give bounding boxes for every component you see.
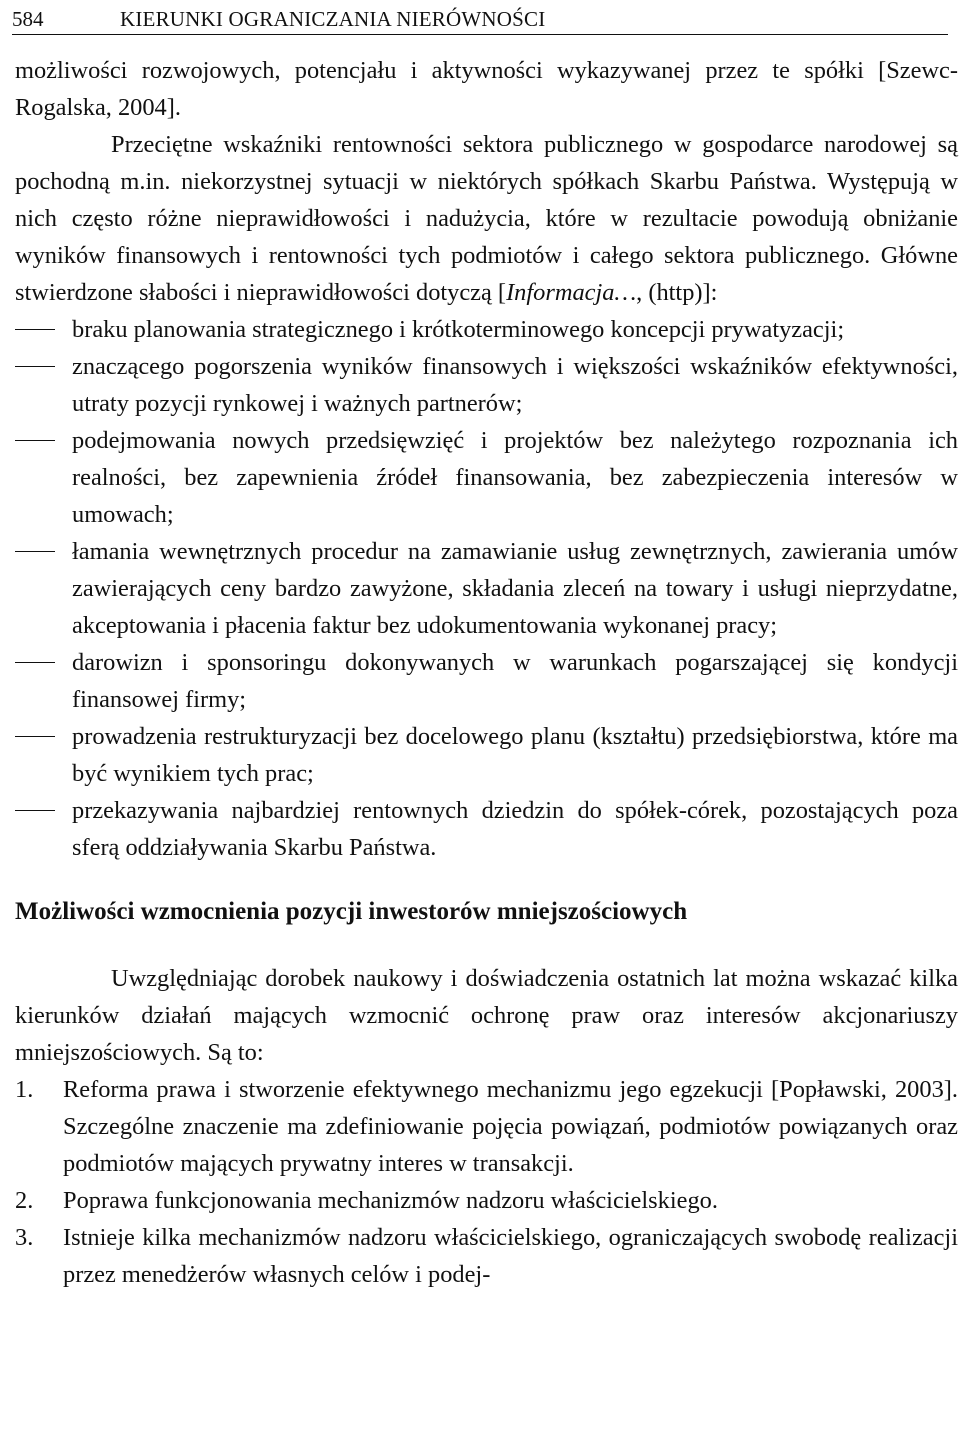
numbered-list	[15, 1071, 958, 1293]
list-item	[15, 533, 958, 644]
numbered-item-text: Istnieje kilka mechanizmów nadzoru właścicielskiego, ograniczających swobodę realizacji przez menedżerów własnych celów i podej-	[63, 1224, 958, 1288]
list-item	[15, 311, 958, 348]
citation-italic: Informacja…	[506, 279, 637, 306]
item-number: 2.	[15, 1187, 34, 1214]
list-item-text: darowizn i sponsoringu dokonywanych w warunkach pogarszającej się kondycji finansowej firmy;	[72, 649, 958, 713]
list-item-text: braku planowania strategicznego i krótkoterminowego koncepcji prywatyzacji;	[72, 316, 845, 343]
numbered-item-text: Poprawa funkcjonowania mechanizmów nadzoru właścicielskiego.	[63, 1187, 718, 1214]
item-number: 1.	[15, 1076, 34, 1103]
section-intro: Uwzględniając dorobek naukowy i doświadczenia ostatnich lat można wskazać kilka kierunków działań mających wzmocnić ochronę praw oraz interesów akcjonariuszy mniejszościowych. Są to:	[15, 965, 958, 1066]
paragraph-text-end: , (http)]:	[636, 279, 718, 306]
running-title: KIERUNKI OGRANICZANIA NIERÓWNOŚCI	[120, 7, 546, 31]
header-rule	[12, 34, 948, 35]
list-item-text: podejmowania nowych przedsięwzięć i projektów bez należytego rozpoznania ich realności, bez zapewnienia źródeł finansowania, bez zabezpieczenia interesów w umowach;	[72, 427, 958, 528]
page-number: 584	[12, 7, 44, 31]
irregularities-list	[15, 311, 958, 866]
list-item	[15, 718, 958, 792]
paragraph-rentownosc	[15, 126, 958, 311]
paragraph-text: Przeciętne wskaźniki rentowności sektora publicznego w gospodarce narodowej są pochodną m.in. niekorzystnej sytuacji w niektórych spółkach Skarbu Państwa. Występują w nich często różne nieprawidłowości i nadużycia, które w rezultacie powodują obniżanie wyników finansowych i rentowności tych podmiotów i całego sektora publicznego. Główne stwierdzone słabości i nieprawidłowości dotyczą [	[15, 131, 958, 306]
list-item-text: prowadzenia restrukturyzacji bez docelowego planu (kształtu) przedsiębiorstwa, które ma być wynikiem tych prac;	[72, 723, 958, 787]
numbered-item	[15, 1219, 958, 1293]
page-body	[15, 52, 958, 1293]
paragraph-continuation: możliwości rozwojowych, potencjału i aktywności wykazywanej przez te spółki [Szewc-Rogalska, 2004].	[15, 57, 958, 121]
list-item-text: przekazywania najbardziej rentownych dziedzin do spółek-córek, pozostających poza sferą oddziaływania Skarbu Państwa.	[72, 797, 958, 861]
numbered-item-text: Reforma prawa i stworzenie efektywnego mechanizmu jego egzekucji [Popławski, 2003]. Szczególne znaczenie ma zdefiniowanie pojęcia powiązań, podmiotów powiązanych oraz podmiotów mających prywatny interes w transakcji.	[63, 1076, 958, 1177]
numbered-item	[15, 1182, 958, 1219]
list-item	[15, 644, 958, 718]
page-header	[10, 4, 950, 34]
item-number: 3.	[15, 1224, 34, 1251]
list-item-text: znaczącego pogorszenia wyników finansowych i większości wskaźników efektywności, utraty pozycji rynkowej i ważnych partnerów;	[72, 353, 958, 417]
numbered-item	[15, 1071, 958, 1182]
list-item	[15, 422, 958, 533]
list-item-text: łamania wewnętrznych procedur na zamawianie usług zewnętrznych, zawierania umów zawierających ceny bardzo zawyżone, składania zleceń na towary i usługi nieprzydatne, akceptowania i płacenia faktur bez udokumentowania wykonanej pracy;	[72, 538, 958, 639]
list-item	[15, 348, 958, 422]
list-item	[15, 792, 958, 866]
section-heading: Możliwości wzmocnienia pozycji inwestorów mniejszościowych	[15, 898, 688, 925]
